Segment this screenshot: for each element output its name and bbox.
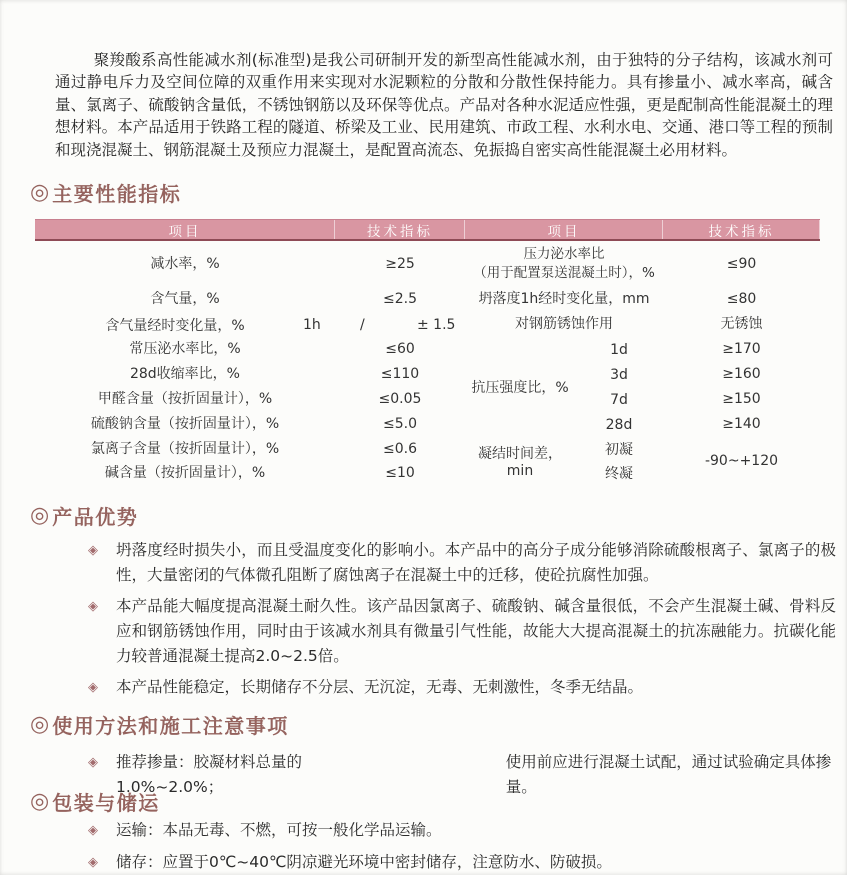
table-cell-item-line1: 压力泌水率比 bbox=[523, 246, 605, 262]
section-title-text: 包装与储运 bbox=[52, 791, 160, 815]
section-title-performance bbox=[30, 178, 181, 207]
table-cell-value: ≥25 bbox=[385, 255, 415, 272]
section-title-text: 主要性能指标 bbox=[52, 182, 182, 206]
table-cell-value: ≥150 bbox=[722, 391, 761, 407]
section-title-usage bbox=[30, 710, 289, 739]
table-cell-value: ≤5.0 bbox=[383, 416, 417, 432]
list-item bbox=[88, 594, 836, 669]
diamond-bullet-icon: ◈ bbox=[88, 823, 98, 838]
list-item-text bbox=[116, 750, 836, 800]
table-cell-value: 无锈蚀 bbox=[720, 316, 763, 332]
section-title-text: 使用方法和施工注意事项 bbox=[52, 714, 289, 738]
table-cell-value: -90~+120 bbox=[704, 452, 779, 469]
advantages-list bbox=[88, 538, 836, 706]
table-group-ages bbox=[575, 337, 663, 437]
list-item bbox=[88, 675, 836, 700]
list-item bbox=[88, 750, 836, 800]
diamond-bullet-icon: ◈ bbox=[88, 599, 98, 614]
table-cell-item: 28d收缩率比，% bbox=[129, 366, 240, 382]
table-cell-item: 硫酸钠含量（按折固量计），% bbox=[90, 416, 280, 432]
table-cell-item: 常压泌水率比，% bbox=[129, 341, 241, 357]
table-cell-time: 1h bbox=[303, 316, 321, 333]
table-cell-value: ≥170 bbox=[722, 341, 761, 357]
table-cell-age: 1d bbox=[610, 341, 628, 358]
table-cell-age: 28d bbox=[605, 416, 633, 433]
table-header-item-left: 项目 bbox=[35, 219, 335, 241]
table-cell-item: 坍落度1h经时变化量，mm bbox=[478, 291, 650, 307]
packaging-list bbox=[88, 818, 836, 875]
usage-list bbox=[88, 750, 836, 806]
list-item bbox=[88, 538, 836, 588]
diamond-bullet-icon: ◈ bbox=[88, 680, 98, 695]
section-title-advantages bbox=[30, 501, 138, 530]
list-item bbox=[88, 850, 836, 875]
section-marker-icon: ◎ bbox=[30, 712, 50, 737]
table-cell-age: 终凝 bbox=[605, 466, 633, 482]
section-title-packaging bbox=[30, 787, 160, 816]
table-cell-age: 初凝 bbox=[605, 442, 633, 458]
table-cell-item: 对钢筋锈蚀作用 bbox=[515, 316, 613, 332]
table-cell-air-change-row bbox=[35, 312, 465, 337]
table-header-spec-left: 技术指标 bbox=[335, 219, 465, 241]
table-cell-value: ≤2.5 bbox=[383, 291, 417, 307]
table-cell-value: ≤110 bbox=[380, 366, 420, 382]
table-group-strength bbox=[465, 337, 663, 437]
usage-trial-text: 使用前应进行混凝土试配，通过试验确定具体掺量。 bbox=[505, 753, 832, 796]
table-group-ages bbox=[575, 437, 663, 485]
table-cell-item: 碱含量（按折固量计），% bbox=[104, 464, 266, 481]
table-cell-item: 含气量经时变化量，% bbox=[105, 317, 245, 334]
section-marker-icon: ◎ bbox=[30, 180, 50, 205]
table-cell-item: 减水率，% bbox=[150, 255, 220, 272]
list-item bbox=[88, 818, 836, 843]
table-cell-item: 含气量，% bbox=[150, 291, 220, 307]
diamond-bullet-icon: ◈ bbox=[88, 855, 98, 870]
table-cell-value: ≤0.6 bbox=[383, 440, 417, 457]
table-cell-value: ≤10 bbox=[385, 464, 415, 481]
table-group-label: 抗压强度比，% bbox=[471, 380, 569, 396]
table-cell-value: ± 1.5 bbox=[417, 316, 456, 333]
table-group-label: 凝结时间差，min bbox=[478, 446, 562, 479]
table-cell-item: 甲醛含量（按折固量计），% bbox=[97, 391, 273, 407]
list-item-text: 坍落度经时损失小，而且受温度变化的影响小。本产品中的高分子成分能够消除硫酸根离子、氯离子的极性，大量密闭的气体微孔阻断了腐蚀离子在混凝土中的迁移，使砼抗腐性加强。 bbox=[116, 541, 836, 584]
diamond-bullet-icon: ◈ bbox=[88, 543, 98, 558]
table-cell-value: ≥140 bbox=[722, 416, 761, 432]
intro-paragraph: 聚羧酸系高性能减水剂(标准型)是我公司研制开发的新型高性能减水剂，由于独特的分子结构，该减水剂可通过静电斥力及空间位障的双重作用来实现对水泥颗粒的分散和分散性保持能力。具有掺量小、减水率高，碱含量、氯离子、硫酸钠含量低，不锈蚀钢筋以及环保等优点。产品对各种水泥适应性强，更是配制高性能混凝土的理想材料。本产品适用于铁路工程的隧道、桥梁及工业、民用建筑、市政工程、水利水电、交通、港口等工程的预制和现浇混凝土、钢筋混凝土及预应力混凝土，是配置高流态、免振捣自密实高性能混凝土必用材料。 bbox=[55, 50, 833, 159]
table-cell-age: 7d bbox=[610, 391, 628, 408]
usage-dosage-text: 推荐掺量：胶凝材料总量的1.0%~2.0%； bbox=[116, 753, 303, 796]
list-item-text: 本产品性能稳定，长期储存不分层、无沉淀，无毒、无刺激性，冬季无结晶。 bbox=[116, 678, 644, 696]
table-cell-value: ≥160 bbox=[722, 366, 761, 382]
list-item-text: 运输：本品无毒、不燃，可按一般化学品运输。 bbox=[116, 821, 442, 839]
diamond-bullet-icon: ◈ bbox=[88, 755, 98, 770]
table-cell-value: ≤60 bbox=[385, 341, 415, 357]
table-cell-item-line2: （用于配置泵送混凝土时），% bbox=[473, 265, 655, 281]
table-cell-slash: / bbox=[360, 316, 365, 333]
table-cell-item: 氯离子含量（按折固量计），% bbox=[90, 440, 280, 457]
section-title-text: 产品优势 bbox=[52, 505, 139, 529]
section-marker-icon: ◎ bbox=[30, 503, 50, 528]
table-cell-value: ≤90 bbox=[726, 255, 757, 272]
list-item-text: 储存：应置于0℃~40℃阴凉避光环境中密封储存，注意防水、防破损。 bbox=[116, 853, 612, 871]
table-cell-value: ≤80 bbox=[726, 291, 757, 307]
table-header-item-right: 项目 bbox=[465, 219, 663, 241]
section-marker-icon: ◎ bbox=[30, 789, 50, 814]
table-cell-value: ≤0.05 bbox=[378, 391, 422, 407]
performance-table bbox=[35, 219, 820, 485]
table-group-setting-time bbox=[465, 437, 663, 485]
table-cell-item bbox=[465, 241, 663, 287]
table-cell-age: 3d bbox=[610, 366, 628, 383]
list-item-text: 本产品能大幅度提高混凝土耐久性。该产品因氯离子、硫酸钠、碱含量很低，不会产生混凝土碱、骨料反应和钢筋锈蚀作用，同时由于该减水剂具有微量引气性能，故能大大提高混凝土的抗冻融能力。抗碳化能力较普通混凝土提高2.0~2.5倍。 bbox=[116, 597, 836, 665]
table-header-spec-right: 技术指标 bbox=[663, 219, 820, 241]
